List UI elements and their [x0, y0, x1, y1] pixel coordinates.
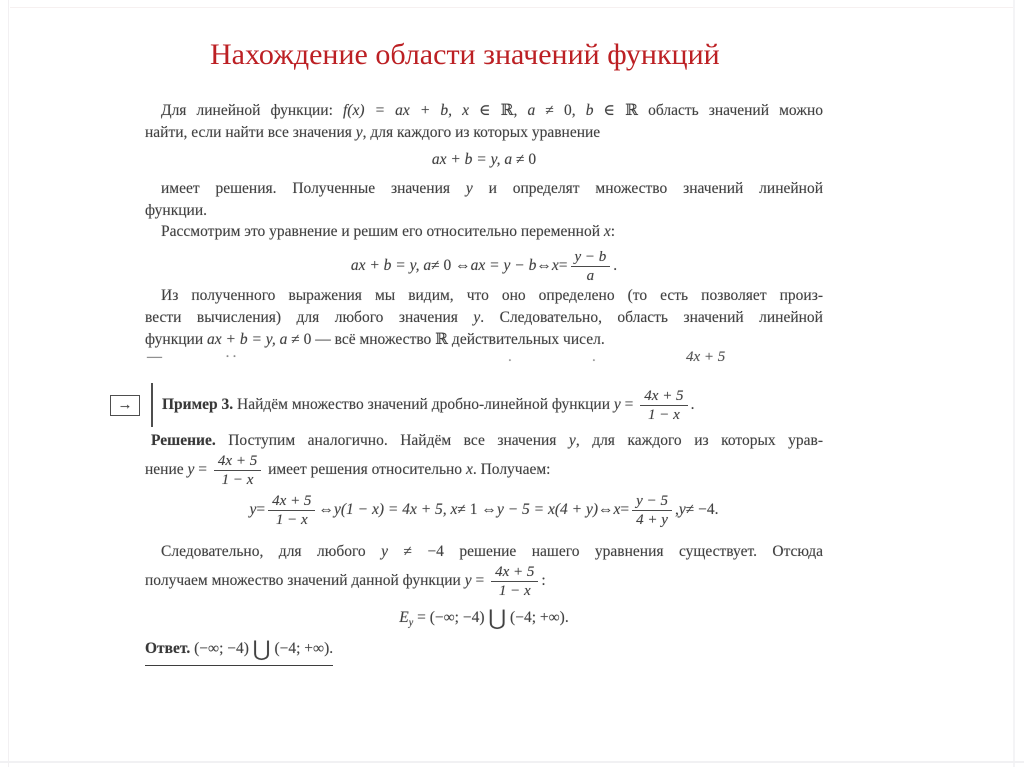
fraction-denominator: 1 − x: [498, 583, 531, 599]
artifact-expression: 4x + 5: [686, 349, 726, 365]
equation-ax-b-y: [145, 151, 823, 169]
text-segment: ∈ ℝ,: [469, 102, 528, 119]
artifact-dot: .: [508, 349, 512, 365]
text-segment: , для каждого из которых урав-: [575, 432, 823, 449]
fraction-denominator: 1 − x: [648, 406, 680, 423]
text-segment: y: [464, 572, 472, 590]
text-segment: ax + b = y, a: [431, 151, 513, 168]
text-segment: Найдём множество значений дробно-линейной функции: [233, 395, 614, 413]
text-line: [145, 307, 823, 329]
text-segment: (−∞; −4): [190, 639, 253, 657]
text-segment: вести вычисления) для любого значения: [145, 309, 474, 326]
text-segment: y: [473, 309, 481, 326]
text-segment: y: [408, 617, 414, 629]
text-segment: получаем множество значений данной функции: [145, 572, 465, 590]
paragraph-conclusion-example: [145, 541, 823, 600]
text-segment: y: [465, 180, 473, 197]
text-segment: ax + b = y, a: [207, 331, 288, 348]
text-segment: :: [541, 572, 546, 590]
text-segment: ax + b = y, a: [350, 257, 432, 274]
fraction: [268, 492, 315, 529]
text-line: [145, 329, 823, 351]
answer-text: [145, 637, 333, 666]
text-segment: ≠ 0 ⇔: [431, 257, 471, 274]
text-segment: x: [603, 223, 611, 240]
artifact-row: [145, 349, 823, 367]
text-segment: Рассмотрим это уравнение и решим его относительно переменной: [161, 223, 604, 240]
fraction-numerator: y − b: [571, 248, 611, 267]
example-row: [110, 383, 823, 427]
text-segment: b: [585, 102, 594, 119]
text-segment: .: [613, 257, 618, 274]
text-line: [145, 541, 823, 563]
text-segment: Из полученного выражения мы видим, что оно определено (то есть позволяет произ-: [161, 287, 823, 304]
text-segment: y: [187, 461, 195, 479]
text-segment: y: [678, 501, 686, 518]
text-segment: y: [568, 432, 576, 449]
text-segment: . Получаем:: [472, 461, 551, 479]
frame-line-right: [1013, 0, 1015, 767]
text-segment: y − 5 = x(4 + y): [496, 501, 599, 518]
solution-paragraph: [145, 430, 823, 489]
text-segment: Решение.: [151, 432, 216, 449]
text-segment: x: [613, 501, 621, 518]
text-segment: ⇔: [598, 501, 614, 518]
fraction-denominator: a: [586, 267, 595, 284]
paragraph-consider-equation: [145, 221, 823, 243]
text-segment: =: [620, 501, 630, 518]
text-segment: =: [558, 257, 568, 274]
text-segment: (−4; +∞).: [270, 639, 334, 657]
text-segment: ⇔: [318, 501, 334, 518]
text-segment: ,: [674, 501, 679, 518]
artifact-dot: .: [592, 349, 596, 365]
fraction-numerator: y − 5: [632, 492, 672, 511]
text-line: [145, 200, 823, 222]
text-segment: =: [194, 461, 211, 479]
text-segment: имеет решения. Полученные значения: [161, 180, 466, 197]
paragraph-linear-intro: [145, 100, 823, 144]
fraction-denominator: 1 − x: [275, 511, 308, 528]
text-segment: y: [381, 543, 389, 560]
text-line: [145, 285, 823, 307]
text-segment: и определят множество значений линейной: [472, 180, 823, 197]
example-heading: [162, 387, 823, 424]
fraction: [640, 387, 687, 424]
paragraph-conclusion-linear: [145, 285, 823, 351]
document-image: [117, 0, 824, 767]
fraction-numerator: 4x + 5: [214, 452, 261, 471]
text-segment: f(x) = ax + b, x: [342, 102, 470, 119]
text-segment: ∈ ℝ область значений можно: [593, 102, 824, 119]
text-segment: ⇔: [536, 257, 552, 274]
text-segment: Ответ.: [145, 639, 191, 657]
text-segment: найти, если найти все значения: [145, 124, 356, 141]
answer-line: [145, 637, 823, 666]
text-segment: =: [256, 501, 266, 518]
text-segment: y: [249, 501, 257, 518]
text-segment: :: [610, 223, 616, 240]
text-segment: (−4; +∞).: [506, 608, 569, 626]
text-segment: x: [465, 461, 473, 479]
text-segment: = (−∞; −4): [413, 608, 489, 626]
text-segment: имеет решения относительно: [264, 461, 466, 479]
text-line: [145, 563, 823, 600]
text-segment: функции.: [145, 202, 207, 219]
fraction-numerator: 4x + 5: [491, 563, 538, 582]
fraction: [571, 248, 611, 285]
fraction-numerator: 4x + 5: [268, 492, 315, 511]
text-line: [145, 221, 823, 243]
text-segment: Пример 3.: [162, 395, 234, 413]
text-line: [145, 100, 823, 122]
text-segment: y(1 − x) = 4x + 5, x: [333, 501, 458, 518]
text-segment: ≠ −4 решение нашего уравнения существует. Отсюда: [388, 543, 823, 560]
text-line: [145, 122, 823, 144]
text-segment: , для каждого из которых уравнение: [362, 124, 601, 141]
fraction-numerator: 4x + 5: [640, 387, 687, 406]
text-segment: y: [613, 395, 621, 413]
text-segment: ≠ 0,: [535, 102, 586, 119]
arrow-box-icon: [110, 395, 140, 416]
text-segment: нение: [145, 461, 188, 479]
equation-chain: [145, 484, 823, 536]
page-title: Нахождение области значений функций: [210, 38, 720, 71]
artifact-dash: —: [147, 349, 162, 365]
text-segment: ⋃: [488, 606, 507, 630]
fraction-denominator: 1 − x: [221, 472, 254, 488]
text-segment: =: [620, 395, 638, 413]
text-segment: a: [527, 102, 536, 119]
vertical-rule: [151, 383, 153, 427]
text-segment: . Следовательно, область значений линейной: [480, 309, 823, 326]
text-segment: ≠ 0 — всё множество ℝ действительных чисел.: [287, 331, 605, 348]
text-segment: Поступим аналогично. Найдём все значения: [215, 432, 569, 449]
fraction-denominator: 4 + y: [636, 511, 668, 528]
text-line: [145, 178, 823, 200]
fraction: [632, 492, 672, 529]
text-segment: ⋃: [252, 637, 271, 661]
equation-range-set: [145, 606, 823, 631]
artifact-dots: ··: [225, 349, 239, 365]
text-segment: Для линейной функции:: [161, 102, 343, 119]
text-segment: функции: [145, 331, 207, 348]
text-segment: y: [355, 124, 363, 141]
text-segment: ≠ −4.: [685, 501, 719, 518]
text-segment: Следовательно, для любого: [161, 543, 382, 560]
text-line: [145, 430, 823, 452]
fraction: [491, 563, 538, 600]
text-segment: ax = y − b: [470, 257, 537, 274]
text-segment: ≠ 0: [512, 151, 537, 168]
text-segment: =: [471, 572, 489, 590]
text-segment: .: [690, 395, 695, 413]
text-segment: x: [551, 257, 559, 274]
text-segment: ≠ 1 ⇔: [457, 501, 497, 518]
frame-line-left: [8, 0, 9, 767]
equation-solve-for-x: [145, 242, 823, 290]
paragraph-has-solutions: [145, 178, 823, 222]
text-segment: E: [399, 608, 409, 626]
right-arrow-icon: →: [117, 396, 133, 413]
